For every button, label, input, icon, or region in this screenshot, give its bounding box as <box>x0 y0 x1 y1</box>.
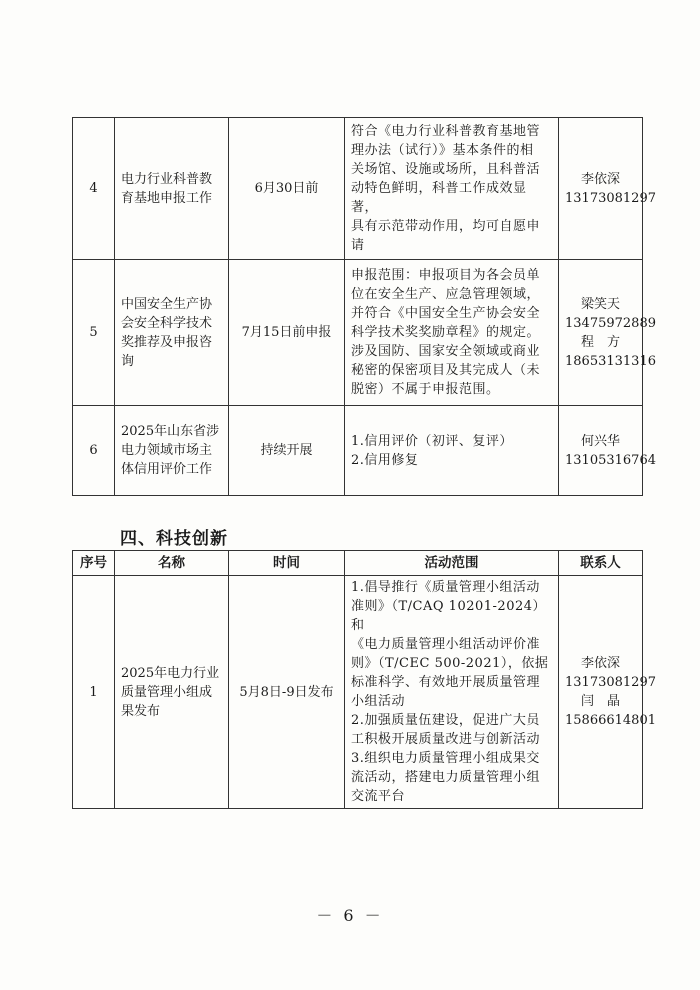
range-line: 关场馆、设施或场所，且科普活 <box>351 162 541 177</box>
range-line: 3.组织电力质量管理小组成果交 <box>351 751 540 766</box>
row-time: 6月30日前 <box>229 118 345 260</box>
row-contact <box>559 260 656 406</box>
contact-line: 何兴华 <box>580 433 620 449</box>
range-line: 位在安全生产、应急管理领域， <box>351 287 541 302</box>
range-line: 2.信用修复 <box>351 452 419 468</box>
table-row <box>73 118 643 260</box>
range-line: 则》（T/CEC 500-2021），依据 <box>351 656 549 671</box>
range-line: 交流平台 <box>351 789 406 804</box>
contact-line: 梁笑天 <box>580 296 620 312</box>
range-line: 请 <box>351 238 365 253</box>
range-line: 秘密的保密项目及其完成人（未 <box>351 363 541 378</box>
activity-table-continued <box>72 117 656 496</box>
table-row <box>73 260 643 406</box>
range-line: 理办法（试行）》基本条件的相 <box>351 143 534 158</box>
row-name: 2025年电力行业质量管理小组成果发布 <box>115 576 229 809</box>
section-heading: 四、科技创新 <box>120 529 228 549</box>
header-name: 名称 <box>115 551 229 576</box>
table-row <box>73 576 643 809</box>
row-time: 7月15日前申报 <box>229 260 345 406</box>
row-range <box>345 260 559 406</box>
contact-line: 13105316764 <box>565 452 656 468</box>
table-row <box>73 406 643 496</box>
row-index: 5 <box>73 260 115 406</box>
row-time: 持续开展 <box>229 406 345 496</box>
row-range <box>345 406 559 496</box>
row-contact <box>559 118 656 260</box>
contact-line: 15866614801 <box>565 713 656 728</box>
top-table-body <box>73 118 656 496</box>
range-line: 1.倡导推行《质量管理小组活动 <box>351 580 540 595</box>
row-contact <box>559 576 656 809</box>
range-line: 具有示范带动作用，均可自愿申 <box>351 219 541 234</box>
row-index: 4 <box>73 118 115 260</box>
range-line: 涉及国防、国家安全领域或商业 <box>351 344 541 359</box>
tech-innovation-table <box>72 550 656 809</box>
row-range <box>345 118 559 260</box>
header-contact: 联系人 <box>559 551 643 576</box>
row-time: 5月8日-9日发布 <box>229 576 345 809</box>
header-index: 序号 <box>73 551 115 576</box>
page-number: － 6 － <box>316 906 384 925</box>
bottom-table-body <box>73 576 656 809</box>
range-line: 流活动，搭建电力质量管理小组 <box>351 770 541 785</box>
row-range <box>345 576 559 809</box>
contact-line: 李依深 <box>580 171 620 187</box>
header-row <box>73 551 643 576</box>
range-line: 动特色鲜明，科普工作成效显著， <box>351 181 527 215</box>
contact-line: 13475972889 <box>565 315 656 331</box>
range-line: 2.加强质量伍建设，促进广大员 <box>351 713 540 728</box>
range-line: 符合《电力行业科普教育基地管 <box>351 124 541 139</box>
range-line: 并符合《中国安全生产协会安全 <box>351 306 541 321</box>
range-line: 《电力质量管理小组活动评价准 <box>351 637 541 652</box>
range-line: 申报范围：申报项目为各会员单 <box>351 268 541 283</box>
range-line: 科学技术奖奖励章程》的规定。 <box>351 325 541 340</box>
contact-line: 18653131316 <box>565 353 656 369</box>
range-line: 准则》（T/CAQ 10201-2024）和 <box>351 599 547 633</box>
row-index: 1 <box>73 576 115 809</box>
row-name: 电力行业科普教育基地申报工作 <box>115 118 229 260</box>
table-header <box>73 551 643 576</box>
range-line: 工积极开展质量改进与创新活动 <box>351 732 541 747</box>
range-line: 1.信用评价（初评、复评） <box>351 433 513 449</box>
range-line: 标准科学、有效地开展质量管理 <box>351 675 541 690</box>
contact-line: 13173081297 <box>565 190 656 206</box>
range-line: 脱密）不属于申报范围。 <box>351 382 500 397</box>
header-time: 时间 <box>229 551 345 576</box>
contact-line: 程 方 <box>580 334 620 350</box>
row-name: 中国安全生产协会安全科学技术奖推荐及申报咨询 <box>115 260 229 406</box>
header-range: 活动范围 <box>345 551 559 576</box>
contact-line: 13173081297 <box>565 675 656 690</box>
range-line: 小组活动 <box>351 694 406 709</box>
row-name: 2025年山东省涉电力领域市场主体信用评价工作 <box>115 406 229 496</box>
row-index: 6 <box>73 406 115 496</box>
contact-line: 李依深 <box>580 656 620 671</box>
contact-line: 闫 晶 <box>580 694 620 709</box>
row-contact <box>559 406 656 496</box>
